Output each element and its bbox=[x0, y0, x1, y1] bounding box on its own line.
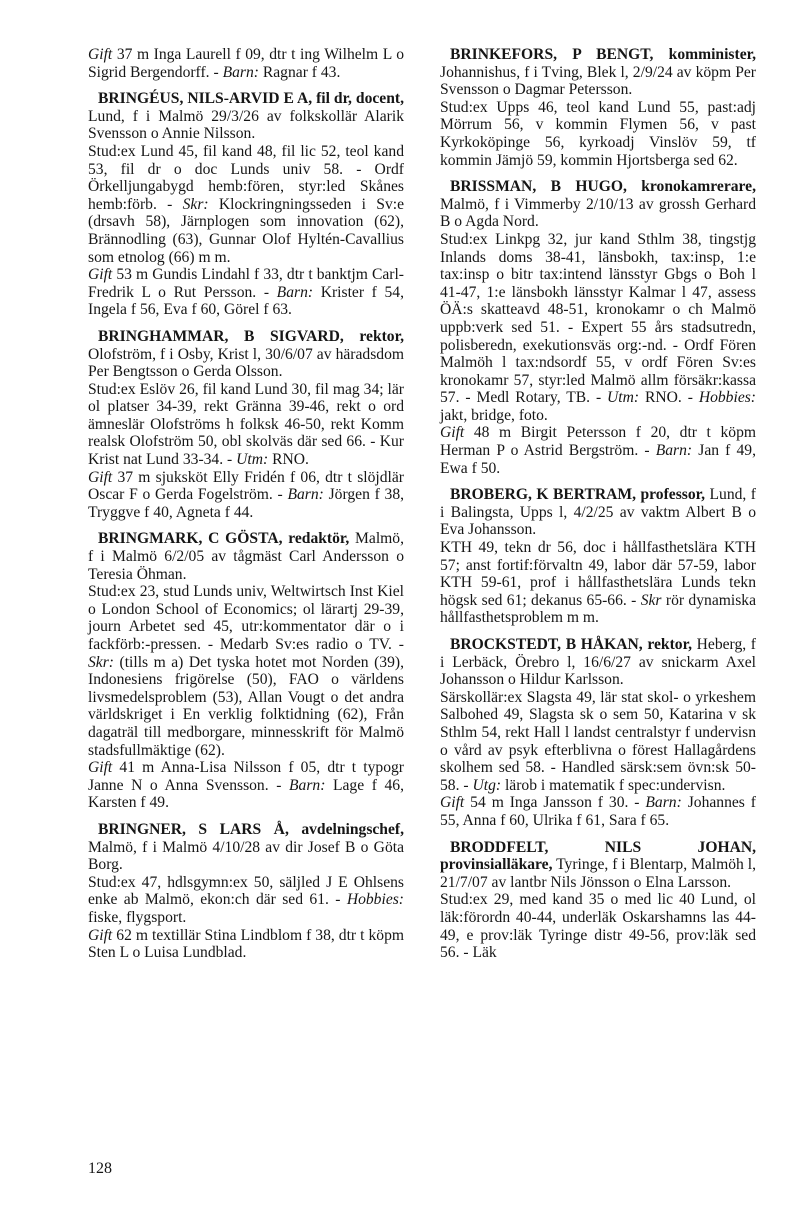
entry-paragraph bbox=[88, 759, 404, 812]
field-label: Hobbies: bbox=[346, 891, 404, 909]
entry-paragraph bbox=[440, 424, 756, 477]
entry-paragraph bbox=[88, 927, 404, 962]
entry-paragraph bbox=[88, 381, 404, 469]
entry-text: rör dynamiska hållfasthetsproblem m m. bbox=[440, 591, 756, 627]
entry-name: BROCKSTEDT, B HÅKAN, rektor, bbox=[450, 636, 692, 653]
entry-text: Johannes f 55, Anna f 60, Ulrika f 61, Sara f 65. bbox=[440, 794, 756, 829]
entry-paragraph bbox=[88, 46, 404, 81]
entry-paragraph bbox=[440, 689, 756, 795]
field-label: Gift bbox=[88, 266, 113, 284]
field-label: Gift bbox=[88, 759, 113, 777]
entry-heading-paragraph bbox=[440, 486, 756, 539]
entry-text: 37 m sjuksköt Elly Fridén f 06, dtr t slöjdlär Oscar F o Gerda Fogelström. - bbox=[88, 468, 404, 504]
field-label: Barn: bbox=[645, 794, 682, 812]
entry-paragraph bbox=[88, 583, 404, 759]
entry-heading-paragraph bbox=[440, 636, 756, 689]
entry-name: BRISSMAN, B HUGO, kronokamrerare, bbox=[450, 178, 756, 196]
entry-text: Jan f 49, Ewa f 50. bbox=[440, 442, 756, 477]
entry-text: jakt, bridge, foto. bbox=[440, 406, 548, 424]
entry-paragraph bbox=[88, 143, 404, 266]
entry-text: Stud:ex Lund 45, fil kand 48, fil lic 52, teol kand 53, fil dr o doc Lunds univ 58. - Ordf Örkelljungabygd hemb:fören, styr:led Skånes hemb:förb. - bbox=[88, 142, 404, 213]
biography-entry bbox=[440, 636, 756, 830]
field-label: Gift bbox=[88, 46, 113, 63]
field-label: Gift bbox=[88, 468, 113, 486]
entry-text: Lage f 46, Karsten f 49. bbox=[88, 776, 404, 812]
entry-name: BRINGHAMMAR, B SIGVARD, rektor, bbox=[98, 327, 404, 345]
field-label: Barn: bbox=[289, 776, 326, 794]
entry-name: BRINGNER, S LARS Å, avdelningschef, bbox=[98, 820, 404, 838]
entry-name: BRINGMARK, C GÖSTA, redaktör, bbox=[98, 530, 350, 548]
entry-paragraph bbox=[440, 794, 756, 829]
field-label: Barn: bbox=[287, 486, 324, 504]
entry-text: fiske, flygsport. bbox=[88, 908, 187, 926]
entry-text: KTH 49, tekn dr 56, doc i hållfasthetslära KTH 57; anst fortif:förvaltn 49, labor där 57-59, labor KTH 59-61, prof i hållfasthetslära Lunds tekn högsk sed 61; dekanus 65-66. - bbox=[440, 539, 756, 609]
entry-paragraph bbox=[88, 874, 404, 927]
biography-entry bbox=[88, 90, 404, 319]
entry-text: Tyringe, f i Blentarp, Malmöh l, 21/7/07 av lantbr Nils Jönsson o Elna Larsson. bbox=[440, 856, 756, 891]
entry-text: RNO. - bbox=[639, 389, 699, 407]
entry-heading-paragraph bbox=[440, 839, 756, 892]
biography-entry bbox=[88, 821, 404, 962]
entry-text: Stud:ex Eslöv 26, fil kand Lund 30, fil mag 34; lär ol platser 34-39, rekt Gränna 39-46, rekt o ord ämneslär Olofströms h folksk 46-50, rekt Komm realsk Olofström 50, obl skolväs där sed 66. - Kur Krist nat Lund 33-34. - bbox=[88, 380, 404, 469]
entry-text: Stud:ex Linkpg 32, jur kand Sthlm 38, tingstjg Inlands doms 38-41, länsbokh, tax:insp, 1:e tax:insp o bitr tax:intend länsstyr Gbgs o Boh l 41-47, 1:e länsbokh länsstyr Kalmar l 47, assess ÖÄ:s skatteavd 48-51, kronokamr o ch Malmö uppb:verk sed 51. - Expert 55 års stadsutredn, polisberedn, exekutionsväs org:-nd. - Ordf Fören Malmöh l tax:ndsordf 55, v ordf Fören Sv:es kronokamr 57, styr:led Malmö allm försäkr:kassa 57. - Medl Rotary, TB. - bbox=[440, 230, 756, 407]
entry-text: 41 m Anna-Lisa Nilsson f 05, dtr t typogr Janne N o Anna Svensson. - bbox=[88, 759, 404, 794]
entry-text: Stud:ex Upps 46, teol kand Lund 55, past:adj Mörrum 56, v kommin Flymen 56, v past Kyrkoköpinge 56, kyrkoadj Vinslöv 59, tf kommin Jämjö 59, kommin Hjortsberga sed 62. bbox=[440, 98, 756, 169]
entry-text: 62 m textillär Stina Lindblom f 38, dtr t köpm Sten L o Luisa Lundblad. bbox=[88, 926, 404, 962]
entry-heading-paragraph bbox=[88, 821, 404, 874]
entry-text: Malmö, f i Malmö 4/10/28 av dir Josef B o Göta Borg. bbox=[88, 838, 404, 874]
entry-text: Lund, f i Malmö 29/3/26 av folkskollär Alarik Svensson o Annie Nilsson. bbox=[88, 107, 404, 143]
entry-text: Jörgen f 38, Tryggve f 40, Agneta f 44. bbox=[88, 486, 405, 521]
left-column bbox=[88, 46, 404, 971]
entry-text: Stud:ex 47, hdlsgymn:ex 50, säljled J E Ohlsens enke ab Malmö, ekon:ch där sed 61. - bbox=[88, 873, 404, 909]
entry-heading-paragraph bbox=[440, 46, 756, 99]
entry-heading-paragraph bbox=[88, 90, 404, 143]
entry-paragraph bbox=[440, 99, 756, 169]
field-label: Skr bbox=[640, 591, 662, 609]
page-number: 128 bbox=[88, 1160, 112, 1177]
field-label: Barn: bbox=[276, 283, 314, 301]
entry-text: 54 m Inga Jansson f 30. - bbox=[464, 794, 646, 812]
entry-text: 37 m Inga Laurell f 09, dtr t ing Wilhelm L o Sigrid Bergendorff. - bbox=[88, 46, 404, 81]
entry-text: Heberg, f i Lerbäck, Örebro l, 16/6/27 av snickarm Axel Johansson o Hildur Karlsson. bbox=[440, 636, 756, 689]
biography-entry bbox=[88, 328, 404, 522]
entry-text: Stud:ex 23, stud Lunds univ, Weltwirtsch Inst Kiel o London School of Economics; ol lärartj 29-39, journ Arbetet sed 45, utr:kommentator där o i fackförb:-pressen. - Medarb Sv:es radio o TV. - bbox=[88, 583, 404, 653]
entry-text: Olofström, f i Osby, Krist l, 30/6/07 av häradsdom Per Bengtsson o Gerda Olsson. bbox=[88, 345, 404, 381]
entry-text: Krister f 54, Ingela f 56, Eva f 60, Görel f 63. bbox=[88, 283, 404, 319]
entry-heading-paragraph bbox=[88, 530, 404, 583]
entry-paragraph bbox=[440, 891, 756, 961]
entry-text: 48 m Birgit Petersson f 20, dtr t köpm Herman P o Astrid Bergström. - bbox=[440, 424, 756, 460]
entry-text: lärob i matematik f spec:undervisn. bbox=[501, 776, 726, 794]
entry-name: BRODDFELT, NILS JOHAN, provinsialläkare, bbox=[440, 838, 756, 874]
field-label: Hobbies: bbox=[698, 389, 756, 407]
field-label: Barn: bbox=[222, 63, 259, 81]
biography-entry bbox=[440, 486, 756, 627]
entry-text: Stud:ex 29, med kand 35 o med lic 40 Lund, ol läk:förordn 40-44, underläk Oskarshamns las 44-49, e prov:läk Tyringe distr 49-56, prov:läk sed 56. - Läk bbox=[440, 891, 756, 962]
entry-text: Klockringningsseden i Sv:e (drsavh 58), Järnplogen som innovation (62), Brännodling (63), Gunnar Olof Hyltén-Cavallius som etnolog (66) m m. bbox=[88, 195, 404, 266]
biography-entry bbox=[88, 46, 404, 81]
entry-name: BROBERG, K BERTRAM, professor, bbox=[450, 486, 706, 504]
right-column bbox=[440, 46, 756, 971]
entry-text: Johannishus, f i Tving, Blek l, 2/9/24 av köpm Per Svensson o Dagmar Petersson. bbox=[440, 63, 756, 99]
entry-heading-paragraph bbox=[440, 178, 756, 231]
entry-heading-paragraph bbox=[88, 328, 404, 381]
entry-paragraph bbox=[440, 231, 756, 425]
biography-entry bbox=[440, 839, 756, 962]
entry-text: Malmö, f i Vimmerby 2/10/13 av grossh Gerhard B o Agda Nord. bbox=[440, 195, 756, 231]
biography-entry bbox=[440, 178, 756, 477]
field-label: Utm: bbox=[236, 451, 269, 469]
biography-entry bbox=[88, 530, 404, 812]
entry-name: BRINKEFORS, P BENGT, komminister, bbox=[450, 46, 756, 63]
entry-paragraph bbox=[88, 266, 404, 319]
field-label: Gift bbox=[440, 424, 465, 442]
entry-paragraph bbox=[440, 539, 756, 627]
field-label: Utg: bbox=[472, 776, 502, 794]
entry-text: RNO. bbox=[268, 451, 309, 469]
entry-text: Ragnar f 43. bbox=[258, 63, 341, 81]
field-label: Barn: bbox=[655, 442, 693, 460]
entry-paragraph bbox=[88, 469, 404, 522]
field-label: Gift bbox=[88, 926, 113, 944]
field-label: Skr: bbox=[88, 653, 114, 671]
entry-text: 53 m Gundis Lindahl f 33, dtr t banktjm Carl-Fredrik L o Rut Persson. - bbox=[88, 266, 404, 301]
entry-text: (tills m a) Det tyska hotet mot Norden (39), Indonesiens frigörelse (50), FAO o världens livsmedelsproblem (53), Allan Vougt o det andra världskriget i En verklig folktidning (62), Från dagaträl till medborgare, minnesskrift för Malmö stadsfullmäktige (62). bbox=[88, 653, 404, 759]
field-label: Utm: bbox=[607, 389, 640, 407]
entry-text: Malmö, f i Malmö 6/2/05 av tågmäst Carl Andersson o Teresia Öhman. bbox=[88, 530, 405, 583]
entry-name: BRINGÉUS, NILS-ARVID E A, fil dr, docent, bbox=[98, 90, 404, 108]
biography-entry bbox=[440, 46, 756, 169]
entry-text: Lund, f i Balingsta, Upps l, 4/2/25 av vaktm Albert B o Eva Johansson. bbox=[440, 486, 756, 539]
field-label: Skr: bbox=[182, 195, 209, 213]
entry-text: Särskollär:ex Slagsta 49, lär stat skol- o yrkeshem Salbohed 49, Slagsta sk o sem 50, Katarina v sk Sthlm 54, rekt Hall l landst centralstyr f undervisn o vård av psyk efterblivna o förest Hallagårdens skolhem sed 58. - Handled särsk:sem övn:sk 50-58. - bbox=[440, 688, 756, 794]
field-label: Gift bbox=[440, 794, 465, 812]
